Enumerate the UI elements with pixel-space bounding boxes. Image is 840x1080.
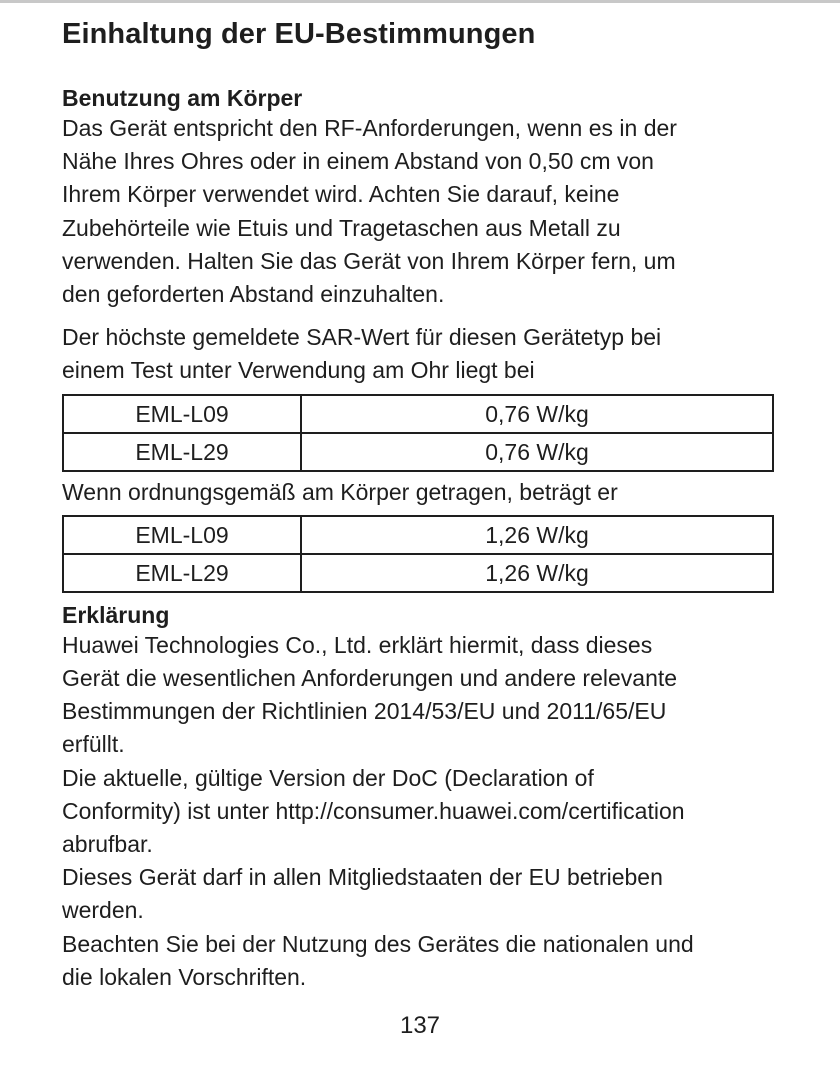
eu-member-states-paragraph: Dieses Gerät darf in allen Mitgliedstaaten der EU betrieben werden. xyxy=(62,864,663,924)
sar-ear-table xyxy=(62,394,774,472)
section-heading-body-worn: Benutzung am Körper xyxy=(62,85,303,111)
sar-value-cell: 0,76 W/kg xyxy=(301,433,773,471)
sar-body-table xyxy=(62,515,774,593)
doc-url-paragraph: Die aktuelle, gültige Version der DoC (Declaration of Conformity) ist unter http://consumer.huawei.com/certification abrufbar. xyxy=(62,764,685,858)
table-row xyxy=(63,554,773,592)
model-cell: EML-L29 xyxy=(63,554,301,592)
sar-ear-intro: Der höchste gemeldete SAR-Wert für diesen Gerätetyp bei einem Test unter Verwendung am Ohr liegt bei xyxy=(62,324,662,384)
model-cell: EML-L09 xyxy=(63,516,301,554)
sar-value-cell: 0,76 W/kg xyxy=(301,395,773,433)
declaration-paragraph: Huawei Technologies Co., Ltd. erklärt hiermit, dass dieses Gerät die wesentlichen Anforderungen und andere relevante Bestimmungen der Richtlinien 2014/53/EU und 2011/65/EU erfüllt. xyxy=(62,631,678,758)
model-cell: EML-L29 xyxy=(63,433,301,471)
sar-value-cell: 1,26 W/kg xyxy=(301,516,773,554)
body-worn-paragraph: Das Gerät entspricht den RF-Anforderungen, wenn es in der Nähe Ihres Ohres oder in einem Abstand von 0,50 cm von Ihrem Körper verwendet wird. Achten Sie darauf, keine Zubehörteile wie Etuis und Tragetaschen aus Metall zu verwenden. Halten Sie das Gerät von Ihrem Körper fern, um den geforderten Abstand einzuhalten. xyxy=(62,115,677,308)
table-row xyxy=(63,395,773,433)
document-page xyxy=(62,14,774,994)
model-cell: EML-L09 xyxy=(63,395,301,433)
local-regulations-paragraph: Beachten Sie bei der Nutzung des Gerätes die nationalen und die lokalen Vorschriften. xyxy=(62,930,694,990)
table-row xyxy=(63,433,773,471)
section-heading-declaration: Erklärung xyxy=(62,601,170,628)
sar-value-cell: 1,26 W/kg xyxy=(301,554,773,592)
sar-body-intro: Wenn ordnungsgemäß am Körper getragen, beträgt er xyxy=(62,478,618,505)
table-row xyxy=(63,516,773,554)
page-title: Einhaltung der EU-Bestimmungen xyxy=(62,18,536,50)
page-number: 137 xyxy=(399,1012,441,1039)
page-top-edge xyxy=(0,0,840,3)
